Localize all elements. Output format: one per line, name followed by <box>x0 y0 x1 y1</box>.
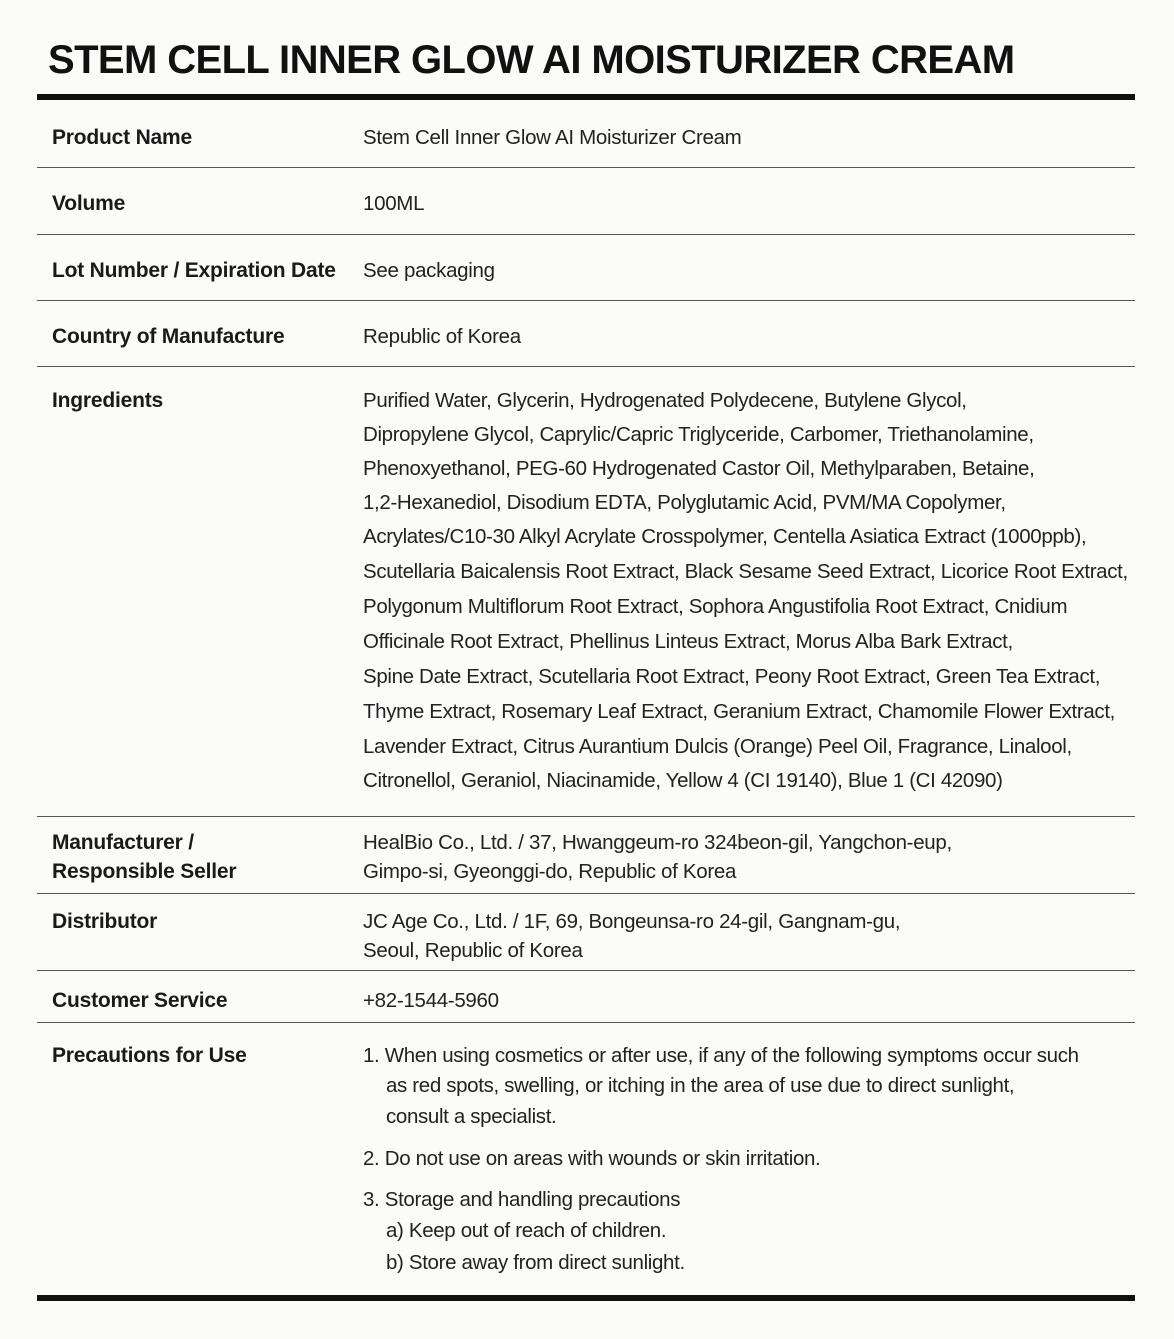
volume-label: Volume <box>52 192 126 215</box>
product-name-label: Product Name <box>52 126 192 149</box>
ingredients-line: Phenoxyethanol, PEG-60 Hydrogenated Castor Oil, Methylparaben, Betaine, <box>363 457 1035 480</box>
row-divider <box>37 893 1135 894</box>
precaution-item: as red spots, swelling, or itching in the area of use due to direct sunlight, <box>386 1074 1015 1097</box>
ingredients-line: Lavender Extract, Citrus Aurantium Dulcis (Orange) Peel Oil, Fragrance, Linalool, <box>363 735 1072 758</box>
distributor-label: Distributor <box>52 910 158 933</box>
precaution-item: consult a specialist. <box>386 1105 557 1128</box>
ingredients-label: Ingredients <box>52 389 163 412</box>
ingredients-line: Dipropylene Glycol, Caprylic/Capric Triglyceride, Carbomer, Triethanolamine, <box>363 423 1034 446</box>
ingredients-line: 1,2-Hexanediol, Disodium EDTA, Polyglutamic Acid, PVM/MA Copolymer, <box>363 491 1006 514</box>
manufacturer-address: Gimpo-si, Gyeonggi-do, Republic of Korea <box>363 860 737 883</box>
row-divider <box>37 1022 1135 1023</box>
page-title: STEM CELL INNER GLOW AI MOISTURIZER CREAM <box>48 38 1015 82</box>
country-value: Republic of Korea <box>363 325 521 348</box>
row-divider <box>37 366 1135 367</box>
ingredients-line: Purified Water, Glycerin, Hydrogenated Polydecene, Butylene Glycol, <box>363 389 967 412</box>
distributor-address: Seoul, Republic of Korea <box>363 939 583 962</box>
precaution-item: 1. When using cosmetics or after use, if any of the following symptoms occur such <box>363 1044 1079 1067</box>
row-divider <box>37 300 1135 301</box>
ingredients-line: Polygonum Multiflorum Root Extract, Sophora Angustifolia Root Extract, Cnidium <box>363 595 1068 618</box>
customer-service-label: Customer Service <box>52 989 228 1012</box>
ingredients-line: Acrylates/C10-30 Alkyl Acrylate Crosspolymer, Centella Asiatica Extract (1000ppb), <box>363 525 1087 548</box>
ingredients-line: Officinale Root Extract, Phellinus Linteus Extract, Morus Alba Bark Extract, <box>363 630 1013 653</box>
bottom-divider <box>37 1295 1135 1301</box>
distributor-address: JC Age Co., Ltd. / 1F, 69, Bongeunsa-ro 24-gil, Gangnam-gu, <box>363 910 901 933</box>
ingredients-line: Spine Date Extract, Scutellaria Root Extract, Peony Root Extract, Green Tea Extract, <box>363 665 1101 688</box>
row-divider <box>37 167 1135 168</box>
row-divider <box>37 816 1135 817</box>
manufacturer-label: Responsible Seller <box>52 860 237 883</box>
ingredients-line: Citronellol, Geraniol, Niacinamide, Yellow 4 (CI 19140), Blue 1 (CI 42090) <box>363 769 1003 792</box>
customer-service-phone: +82-1544-5960 <box>363 989 499 1012</box>
top-divider <box>37 94 1135 100</box>
country-label: Country of Manufacture <box>52 325 285 348</box>
precautions-label: Precautions for Use <box>52 1044 247 1067</box>
precaution-subitem: a) Keep out of reach of children. <box>386 1219 667 1242</box>
volume-value: 100ML <box>363 192 425 215</box>
precaution-item: 2. Do not use on areas with wounds or skin irritation. <box>363 1147 821 1170</box>
manufacturer-label: Manufacturer / <box>52 831 194 854</box>
ingredients-line: Scutellaria Baicalensis Root Extract, Black Sesame Seed Extract, Licorice Root Extract, <box>363 560 1128 583</box>
lot-expiration-value: See packaging <box>363 259 495 282</box>
row-divider <box>37 234 1135 235</box>
precaution-item: 3. Storage and handling precautions <box>363 1188 681 1211</box>
manufacturer-address: HealBio Co., Ltd. / 37, Hwanggeum-ro 324beon-gil, Yangchon-eup, <box>363 831 952 854</box>
precaution-subitem: b) Store away from direct sunlight. <box>386 1251 685 1274</box>
ingredients-line: Thyme Extract, Rosemary Leaf Extract, Geranium Extract, Chamomile Flower Extract, <box>363 700 1116 723</box>
product-name-value: Stem Cell Inner Glow AI Moisturizer Cream <box>363 126 742 149</box>
lot-expiration-label: Lot Number / Expiration Date <box>52 259 336 282</box>
row-divider <box>37 970 1135 971</box>
